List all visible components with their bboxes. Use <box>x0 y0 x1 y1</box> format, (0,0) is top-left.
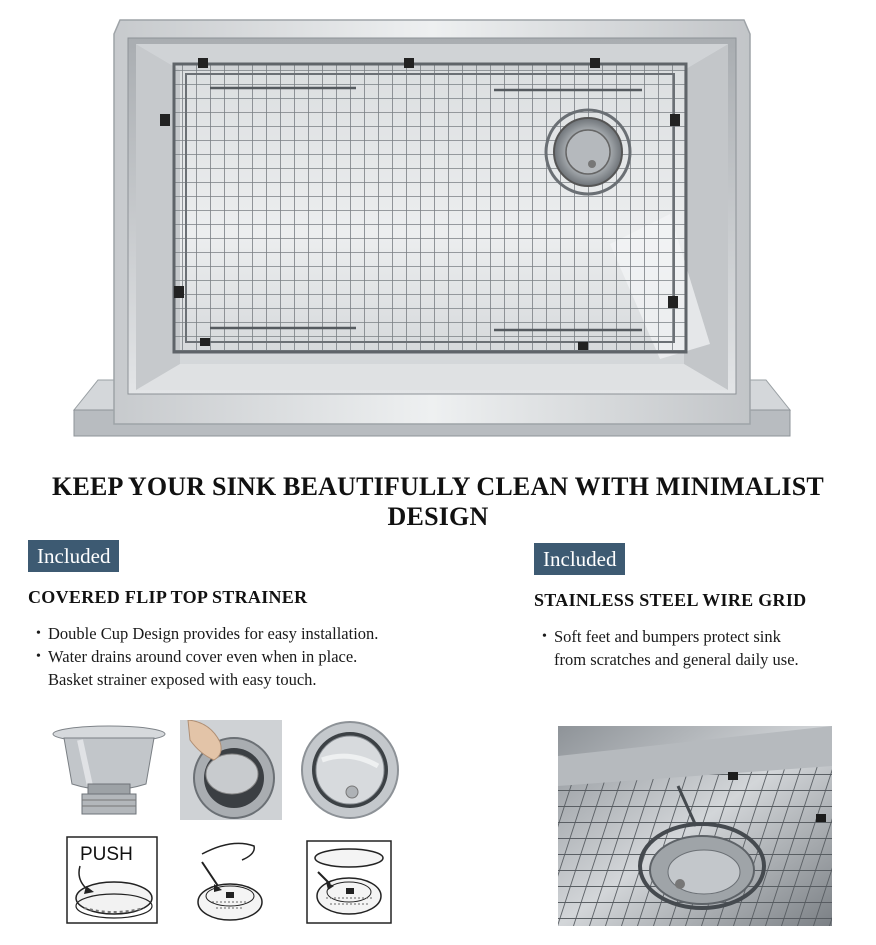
list-item: • Double Cup Design provides for easy installation. <box>28 622 488 645</box>
flip-diagram <box>192 836 268 926</box>
push-label: PUSH <box>80 844 133 865</box>
section-title: COVERED FLIP TOP STRAINER <box>28 587 308 607</box>
feature-list <box>534 625 864 671</box>
feature-list <box>28 622 488 691</box>
included-badge: Included <box>534 543 625 575</box>
push-diagram <box>66 836 158 924</box>
sink-product-image <box>70 14 794 440</box>
basket-strainer-image <box>50 724 168 820</box>
strainer-section <box>28 540 488 691</box>
lift-diagram <box>306 840 392 924</box>
strainer-cover-image <box>300 720 400 820</box>
list-item: • Soft feet and bumpers protect sink from scratches and general daily use. <box>534 625 864 671</box>
push-strainer-photo <box>180 720 282 820</box>
section-title: STAINLESS STEEL WIRE GRID <box>534 590 807 610</box>
list-item: • Water drains around cover even when in place. Basket strainer exposed with easy touch. <box>28 645 488 691</box>
wire-grid-section <box>534 543 864 671</box>
headline: KEEP YOUR SINK BEAUTIFULLY CLEAN WITH MINIMALIST DESIGN <box>52 472 824 531</box>
included-badge: Included <box>28 540 119 572</box>
wire-grid-photo <box>558 726 832 926</box>
